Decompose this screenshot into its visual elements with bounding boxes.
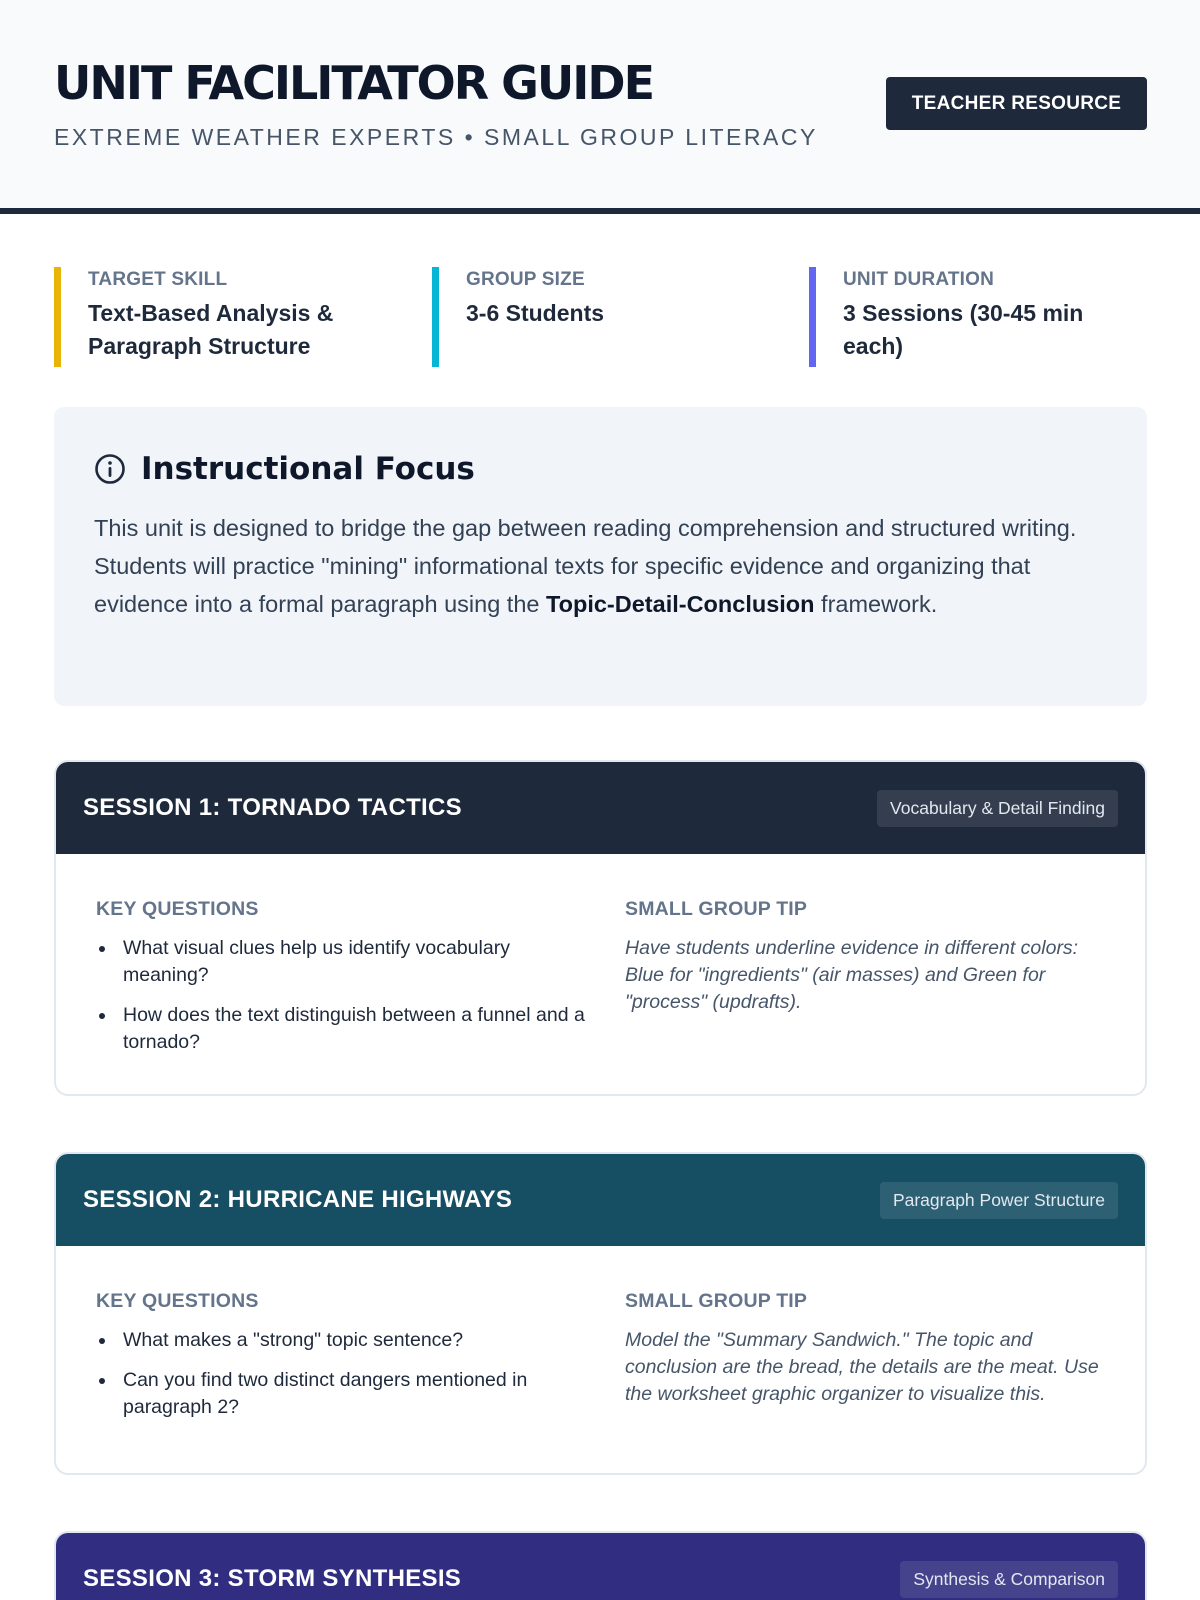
meta-value: 3-6 Students [466,300,605,326]
key-questions-label: KEY QUESTIONS [96,1290,259,1312]
info-circle-icon [94,453,126,485]
session-card-3 [54,1531,1147,1600]
focus-text-start: This unit is designed to bridge the gap between reading comprehension and structured writing. Students will practice "mining" informational texts for specific evidence and organizing that evidence into a formal paragraph using the [94,515,1077,617]
session-title: SESSION 2: HURRICANE HIGHWAYS [83,1186,513,1213]
small-group-tip-label: SMALL GROUP TIP [625,898,808,920]
session-title: SESSION 3: STORM SYNTHESIS [83,1565,462,1592]
key-questions-label: KEY QUESTIONS [96,898,259,920]
session-tag: Vocabulary & Detail Finding [877,790,1118,827]
focus-title: Instructional Focus [141,451,475,487]
focus-description [94,509,1104,623]
session-header [56,1154,1145,1246]
question-item: Can you find two distinct dangers mentioned in paragraph 2? [96,1367,586,1421]
session-title: SESSION 1: TORNADO TACTICS [83,794,462,821]
small-group-tip-text: Model the "Summary Sandwich." The topic and conclusion are the bread, the details are the meat. Use the worksheet graphic organizer to visualize this. [625,1329,1099,1405]
teacher-resource-badge: TEACHER RESOURCE [886,77,1147,130]
focus-text-bold: Topic-Detail-Conclusion [546,591,815,617]
question-item: How does the text distinguish between a funnel and a tornado? [96,1002,586,1056]
session-card-2 [54,1152,1147,1475]
session-card-1 [54,760,1147,1096]
session-tag: Synthesis & Comparison [900,1561,1118,1598]
key-questions-column [96,898,625,1069]
focus-text-end: framework. [814,591,938,617]
session-body [56,854,1145,1069]
meta-label: UNIT DURATION [843,269,995,290]
meta-value: 3 Sessions (30-45 min each) [843,300,1084,359]
session-header [56,1533,1145,1600]
instructional-focus-panel [54,407,1147,706]
key-questions-list [96,935,625,1056]
question-item: What visual clues help us identify vocabulary meaning? [96,935,586,989]
meta-unit-duration [809,267,1149,367]
page-title: UNIT FACILITATOR GUIDE [54,56,653,110]
meta-label: TARGET SKILL [88,269,228,290]
page-header [0,0,1200,214]
session-body [56,1246,1145,1434]
small-group-tip-column [625,898,1105,1069]
focus-heading [94,451,1107,487]
meta-label: GROUP SIZE [466,269,585,290]
small-group-tip-text: Have students underline evidence in different colors: Blue for "ingredients" (air masses) and Green for "process" (updrafts). [625,937,1079,1013]
session-header [56,762,1145,854]
meta-group-size [432,267,792,367]
small-group-tip-column [625,1290,1105,1434]
question-item: What makes a "strong" topic sentence? [96,1327,586,1354]
session-tag: Paragraph Power Structure [880,1182,1118,1219]
key-questions-column [96,1290,625,1434]
page-subtitle: EXTREME WEATHER EXPERTS • SMALL GROUP LITERACY [54,124,818,150]
meta-value: Text-Based Analysis & Paragraph Structure [88,300,334,359]
key-questions-list [96,1327,625,1421]
meta-target-skill [54,267,414,367]
small-group-tip-label: SMALL GROUP TIP [625,1290,808,1312]
